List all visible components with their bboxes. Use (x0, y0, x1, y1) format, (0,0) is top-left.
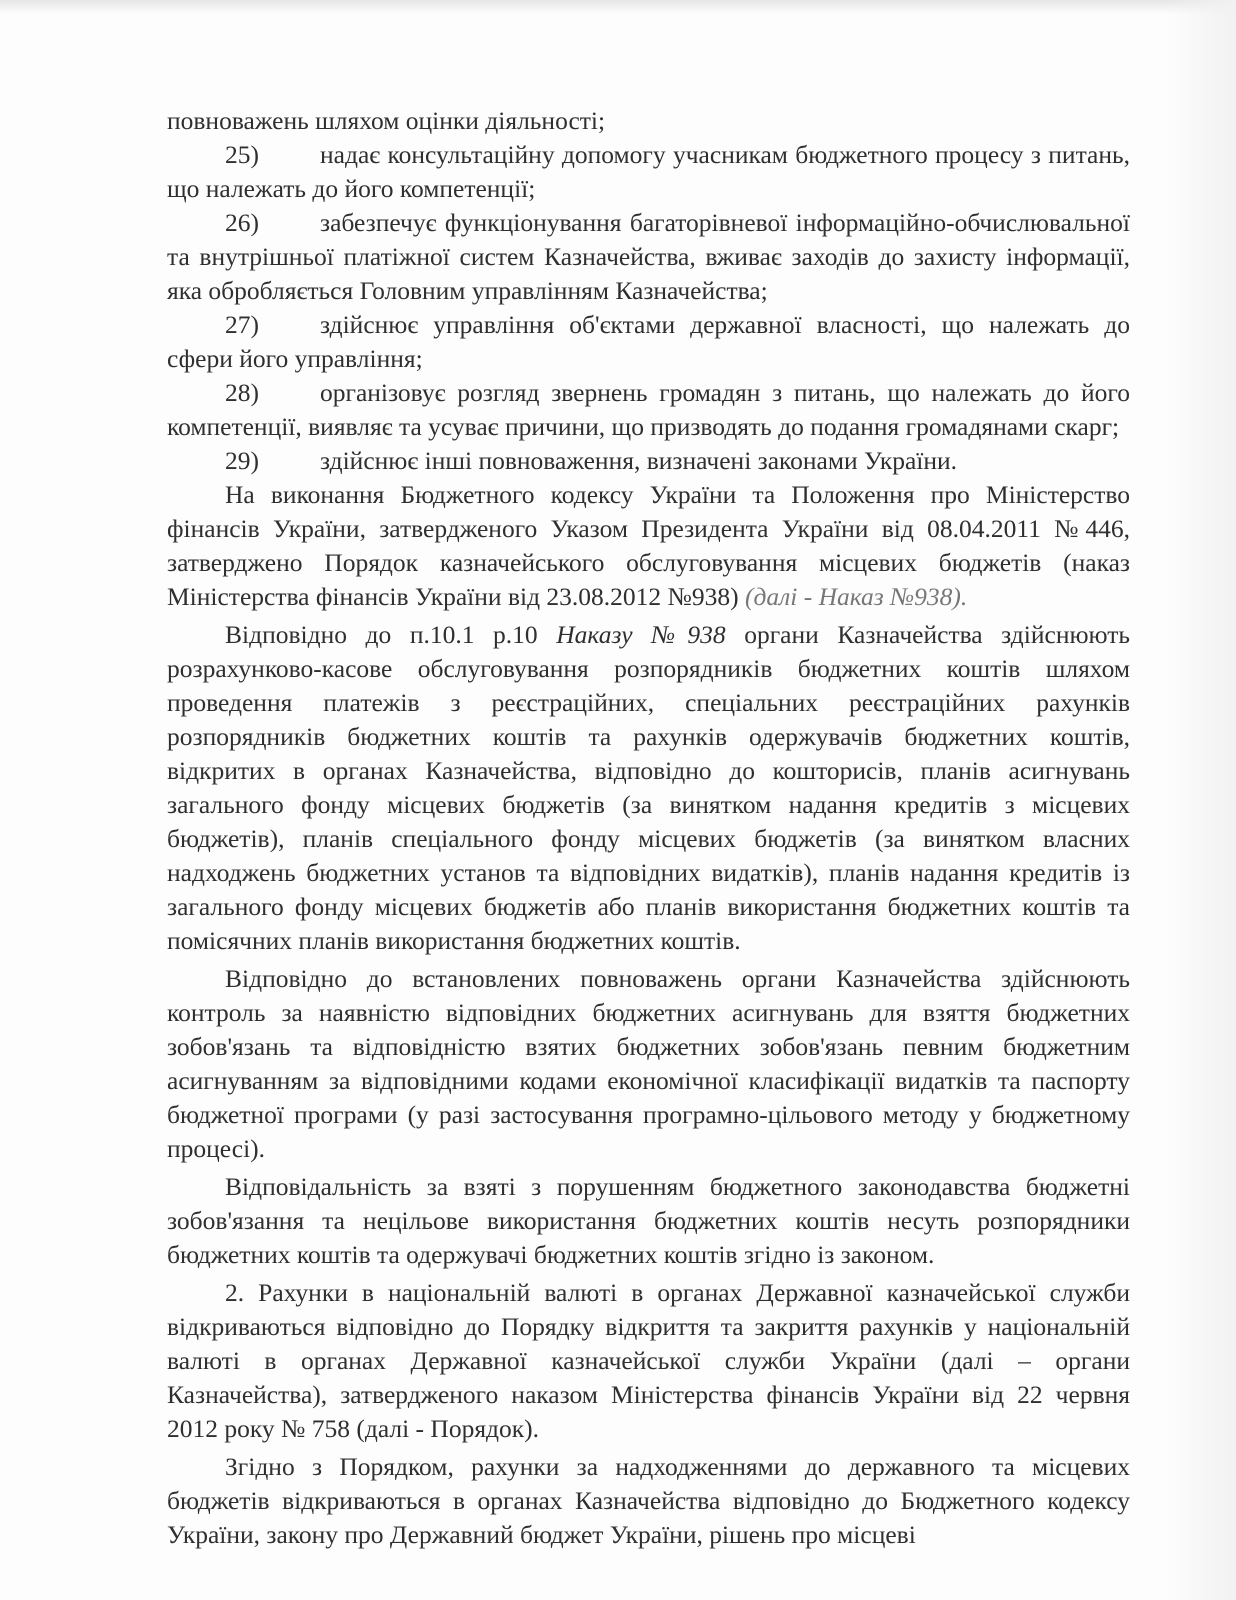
list-item-26 (167, 206, 1130, 308)
paragraph-continuation (167, 104, 1130, 138)
item-text: надає консультаційну допомогу учасникам бюджетного процесу з питань, що належать до його компетенції; (167, 140, 1130, 203)
paragraph-control (167, 962, 1130, 1166)
item-text: здійснює інші повноваження, визначені законами України. (320, 446, 958, 475)
list-item-29 (167, 444, 1130, 478)
paragraph-text: 2. Рахунки в національній валюті в органах Державної казначейської служби відкриваються відповідно до Порядку відкриття та закриття рахунків у національній валюті в органах Державної казначейської служби України (далі – органи Казначейства), затвердженого наказом Міністерства фінансів України від 22 червня 2012 року № 758 (далі - Порядок). (167, 1278, 1130, 1443)
document-body (167, 104, 1130, 1552)
item-number: 27) (225, 310, 259, 339)
item-text: забезпечує функціонування багаторівневої інформаційно-обчислювальної та внутрішньої платіжної систем Казначейства, вживає заходів до захисту інформації, яка обробляється Головним управлінням Казначейства; (167, 208, 1130, 305)
list-item-25 (167, 138, 1130, 206)
item-number: 28) (225, 378, 259, 407)
paragraph-text: повноважень шляхом оцінки діяльності; (167, 106, 606, 135)
reference-italic: Наказу №938 (556, 620, 726, 649)
item-number: 26) (225, 208, 259, 237)
list-item-28 (167, 376, 1130, 444)
item-number: 25) (225, 140, 259, 169)
paragraph-settlement-services (167, 618, 1130, 958)
paragraph-text: На виконання Бюджетного кодексу України та Положення про Міністерство фінансів України, затвердженого Указом Президента України від 08.04.2011 №446, затверджено Порядок казначейського обслуговування місцевих бюджетів (наказ Міністерства фінансів України від 23.08.2012 №938) (167, 480, 1130, 611)
paragraph-text: Відповідно до п.10.1 р.10 (225, 620, 538, 649)
paragraph-text: Відповідальність за взяті з порушенням бюджетного законодавства бюджетні зобов'язання та нецільове використання бюджетних коштів несуть розпорядники бюджетних коштів та одержувачі бюджетних коштів згідно із законом. (167, 1172, 1130, 1269)
paragraph-text: Згідно з Порядком, рахунки за надходженнями до державного та місцевих бюджетів відкриваються в органах Казначейства відповідно до Бюджетного кодексу України, закону про Державний бюджет України, рішень про місцеві (167, 1452, 1130, 1549)
paragraph-text: Відповідно до встановлених повноважень органи Казначейства здійснюють контроль за наявністю відповідних бюджетних асигнувань для взяття бюджетних зобов'язань та відповідністю взятих бюджетних зобов'язань певним бюджетним асигнуванням за відповідними кодами економічної класифікації видатків та паспорту бюджетної програми (у разі застосування програмно-цільового методу у бюджетному процесі). (167, 964, 1130, 1163)
reference-italic: (далі - Наказ №938). (744, 582, 968, 611)
paragraph-accounts (167, 1276, 1130, 1446)
list-item-27 (167, 308, 1130, 376)
paragraph-order (167, 1450, 1130, 1552)
paragraph-text: органи Казначейства здійснюють розрахунково-касове обслуговування розпорядників бюджетних коштів шляхом проведення платежів з реєстраційних, спеціальних реєстраційних рахунків розпорядників бюджетних коштів та рахунків одержувачів бюджетних коштів, відкритих в органах Казначейства, відповідно до кошторисів, планів асигнувань загального фонду місцевих бюджетів (за винятком надання кредитів з місцевих бюджетів), планів спеціального фонду місцевих бюджетів (за винятком власних надходжень бюджетних установ та відповідних видатків), планів надання кредитів із загального фонду місцевих бюджетів або планів використання бюджетних коштів та помісячних планів використання бюджетних коштів. (167, 620, 1130, 955)
item-text: організовує розгляд звернень громадян з питань, що належать до його компетенції, виявляє та усуває причини, що призводять до подання громадянами скарг; (167, 378, 1130, 441)
paragraph-budget-code (167, 478, 1130, 614)
paragraph-responsibility (167, 1170, 1130, 1272)
item-text: здійснює управління об'єктами державної власності, що належать до сфери його управління; (167, 310, 1130, 373)
item-number: 29) (225, 446, 259, 475)
